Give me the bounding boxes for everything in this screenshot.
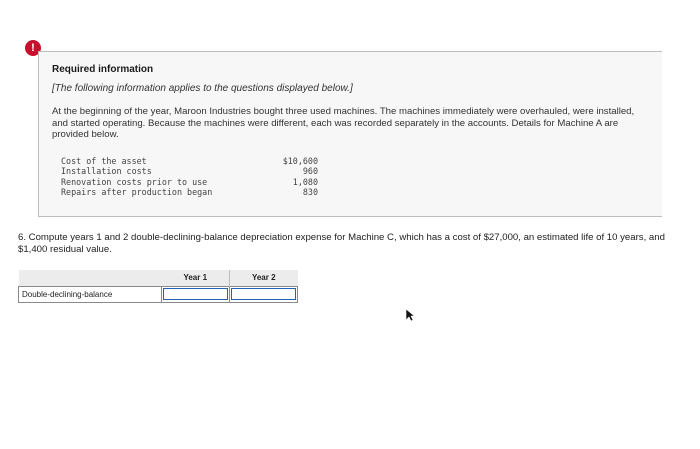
exclamation-icon: ! xyxy=(25,40,41,56)
machine-details-values xyxy=(248,156,318,197)
info-note: [The following information applies to the questions displayed below.] xyxy=(52,83,353,94)
header-year-2: Year 2 xyxy=(230,270,298,286)
machine-details-labels xyxy=(61,156,212,197)
answer-table xyxy=(18,270,298,303)
table-row xyxy=(19,286,298,302)
table-header-row xyxy=(19,270,298,286)
detail-label: Cost of the asset xyxy=(61,156,147,166)
question-text: 6. Compute years 1 and 2 double-declining-balance depreciation expense for Machine C, which has a cost of $27,000, an estimated life of 10 years, and $1,400 residual value. xyxy=(18,232,665,255)
row-label-ddb: Double-declining-balance xyxy=(19,286,162,302)
detail-value: $10,600 xyxy=(282,156,318,166)
header-year-1: Year 1 xyxy=(162,270,230,286)
detail-label: Renovation costs prior to use xyxy=(61,176,208,187)
info-title: Required information xyxy=(52,64,154,75)
mouse-pointer-icon xyxy=(405,308,415,322)
detail-label: Repairs after production began xyxy=(61,186,213,197)
year-2-cell xyxy=(230,286,298,302)
year-1-cell xyxy=(162,286,230,302)
detail-value: 960 xyxy=(302,166,318,177)
detail-label: Installation costs xyxy=(61,166,152,177)
detail-value: 830 xyxy=(302,186,318,197)
year-1-input[interactable] xyxy=(163,288,228,300)
detail-value: 1,080 xyxy=(292,176,318,187)
year-2-input[interactable] xyxy=(231,288,296,300)
info-paragraph: At the beginning of the year, Maroon Industries bought three used machines. The machines immediately were overhauled, were installed, and started operating. Because the machines were different, each was recorded separately in the accounts. Details for Machine A are provided below. xyxy=(52,106,635,140)
header-blank xyxy=(19,270,162,286)
